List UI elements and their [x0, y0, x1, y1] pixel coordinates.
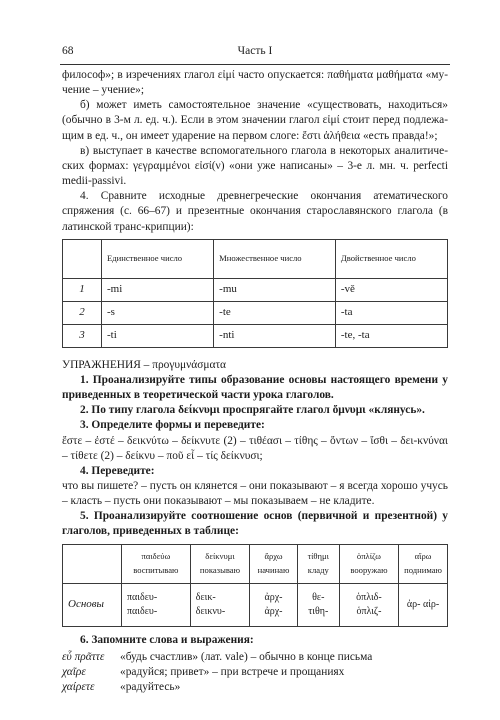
- table-row: [63, 278, 448, 301]
- table-cell: -te: [214, 301, 336, 324]
- vocab-list: [62, 650, 448, 695]
- exercise-1: 1. Проанализируйте типы образование основы настоящего времени у приведенных в теоретической части урока глаголов.: [62, 373, 448, 402]
- exercise-3-text: ἔστε – ἐστέ – δεικνύτω – δείκνυτε (2) – τιθέασι – τίθης – ὄντων – ἴσθι – δει-κνύναι – τίθετε (2) – δείκνυ – ποῦ εἶ – τίς δείκνυσι;: [62, 434, 448, 462]
- vocab-gloss: «будь счастлив» (лат. vale) – обычно в конце письма: [120, 650, 373, 663]
- stem-cell: ὁπλιδ- ὁπλιζ-: [339, 583, 398, 626]
- stem-cell: ἀρ- αἰρ-: [399, 583, 448, 626]
- exercise-6: 6. Запомните слова и выражения:: [80, 633, 254, 646]
- exercise-3: 3. Определите формы и переведите:: [80, 419, 265, 432]
- table-row: [63, 324, 448, 347]
- table-header-cell: [63, 239, 102, 278]
- verb-header: [339, 544, 398, 583]
- page-number: 68: [62, 45, 74, 57]
- table-cell: -mi: [102, 278, 214, 301]
- verb-translation: воспитываю: [133, 564, 179, 575]
- table-header-cell: Множественное число: [214, 239, 336, 278]
- stem-cell: δεικ- δεικνυ-: [190, 583, 250, 626]
- table-row: [63, 583, 448, 626]
- verb-header: [122, 544, 191, 583]
- verb-translation: показываю: [199, 564, 241, 575]
- table-cell: -ta: [335, 301, 447, 324]
- table-cell: -ti: [102, 324, 214, 347]
- table-cell: -mu: [214, 278, 336, 301]
- exercise-4-text: что вы пишете? – пусть он клянется – они показывают – я всегда хорошо учусь – класть – пусть они показывают – мы показываем – не кладите.: [62, 479, 448, 508]
- list-item: [62, 680, 448, 695]
- table-header-cell: Двойственное число: [335, 239, 447, 278]
- intro-paragraph-b: б) может иметь самостоятельное значение «существовать, находиться» (обычно в 3-м л. ед. ч.). Если в этом значении глагол εἰμί стоит перед подлежа-щим в ед. ч., он имеет ударение на первом слоге: ἔστι ἀλήθεια «есть правда!»;: [62, 99, 448, 142]
- verb-greek: ἄρχω: [264, 550, 283, 561]
- table-cell: -vě: [335, 278, 447, 301]
- verb-greek: τίθημι: [307, 550, 329, 561]
- verb-greek: ὁπλίζω: [356, 550, 381, 561]
- table-row: [63, 301, 448, 324]
- table-header-cell: Единственное число: [102, 239, 214, 278]
- intro-paragraph-a: философ»; в изречениях глагол εἰμί часто опускается: παθήματα μαθήματα «му-чение – учение»;: [62, 69, 448, 97]
- verb-header: [190, 544, 250, 583]
- table-header-row: [63, 239, 448, 278]
- vocab-word: χαίρετε: [62, 681, 95, 694]
- exercise-5: 5. Проанализируйте соотношение основ (первичной и презентной) у глаголов, приведенных в таблице:: [62, 510, 448, 538]
- stems-table: [62, 544, 448, 627]
- stem-cell: θε- τιθη-: [297, 583, 339, 626]
- verb-translation: поднимаю: [404, 564, 442, 575]
- intro-paragraph-c: в) выступает в качестве вспомогательного глагола в некоторых аналитиче-ских формах: γεγραμμένοι εἰσί(ν) «они уже написаны» – 3-е л. мн. ч. perfecti medii-passivi.: [62, 144, 448, 188]
- part-title: Часть I: [237, 45, 273, 57]
- stem-cell: ἀρχ- ἀρχ-: [250, 583, 298, 626]
- exercise-2: 2. По типу глагола δείκνυμι проспрягайте глагол ὄμνυμι «клянусь».: [80, 404, 425, 417]
- vocab-word: χαῖρε: [62, 665, 86, 678]
- verb-greek: αἴρω: [414, 550, 432, 561]
- verb-translation: вооружаю: [350, 564, 388, 575]
- person-number: 2: [63, 301, 102, 324]
- list-item: [62, 650, 448, 665]
- vocab-gloss: «радуйся; привет» – при встрече и прощаниях: [120, 665, 345, 678]
- stem-cell: παιδευ- παιδευ-: [122, 583, 191, 626]
- verb-translation: кладу: [307, 564, 329, 575]
- running-head: [60, 44, 450, 65]
- vocab-gloss: «радуйтесь»: [120, 681, 181, 694]
- verb-greek: δείκνυμι: [205, 550, 235, 561]
- exercise-4: 4. Переведите:: [80, 464, 155, 477]
- task-4: 4. Сравните исходные древнегреческие окончания атематического спряжения (с. 66–67) и презентные окончания старославянского глагола (в латинской транс-крипции):: [62, 190, 448, 233]
- person-number: 1: [63, 278, 102, 301]
- person-number: 3: [63, 324, 102, 347]
- verb-header: [399, 544, 448, 583]
- table-cell: -s: [102, 301, 214, 324]
- verb-header: [250, 544, 298, 583]
- verb-translation: начинаю: [257, 564, 290, 575]
- table-header-row: [63, 544, 448, 583]
- vocab-word: εὖ πρᾶττε: [62, 650, 105, 663]
- list-item: [62, 665, 448, 680]
- verb-greek: παιδεύω: [141, 550, 171, 561]
- row-label: Основы: [63, 583, 122, 626]
- table-header-cell: [63, 544, 122, 583]
- table-cell: -te, -ta: [335, 324, 447, 347]
- page-content: [62, 68, 448, 695]
- table-cell: -nti: [214, 324, 336, 347]
- exercises-heading: УПРАЖНЕНИЯ – προγυμνάσματα: [62, 358, 227, 371]
- endings-table: [62, 239, 448, 348]
- verb-header: [297, 544, 339, 583]
